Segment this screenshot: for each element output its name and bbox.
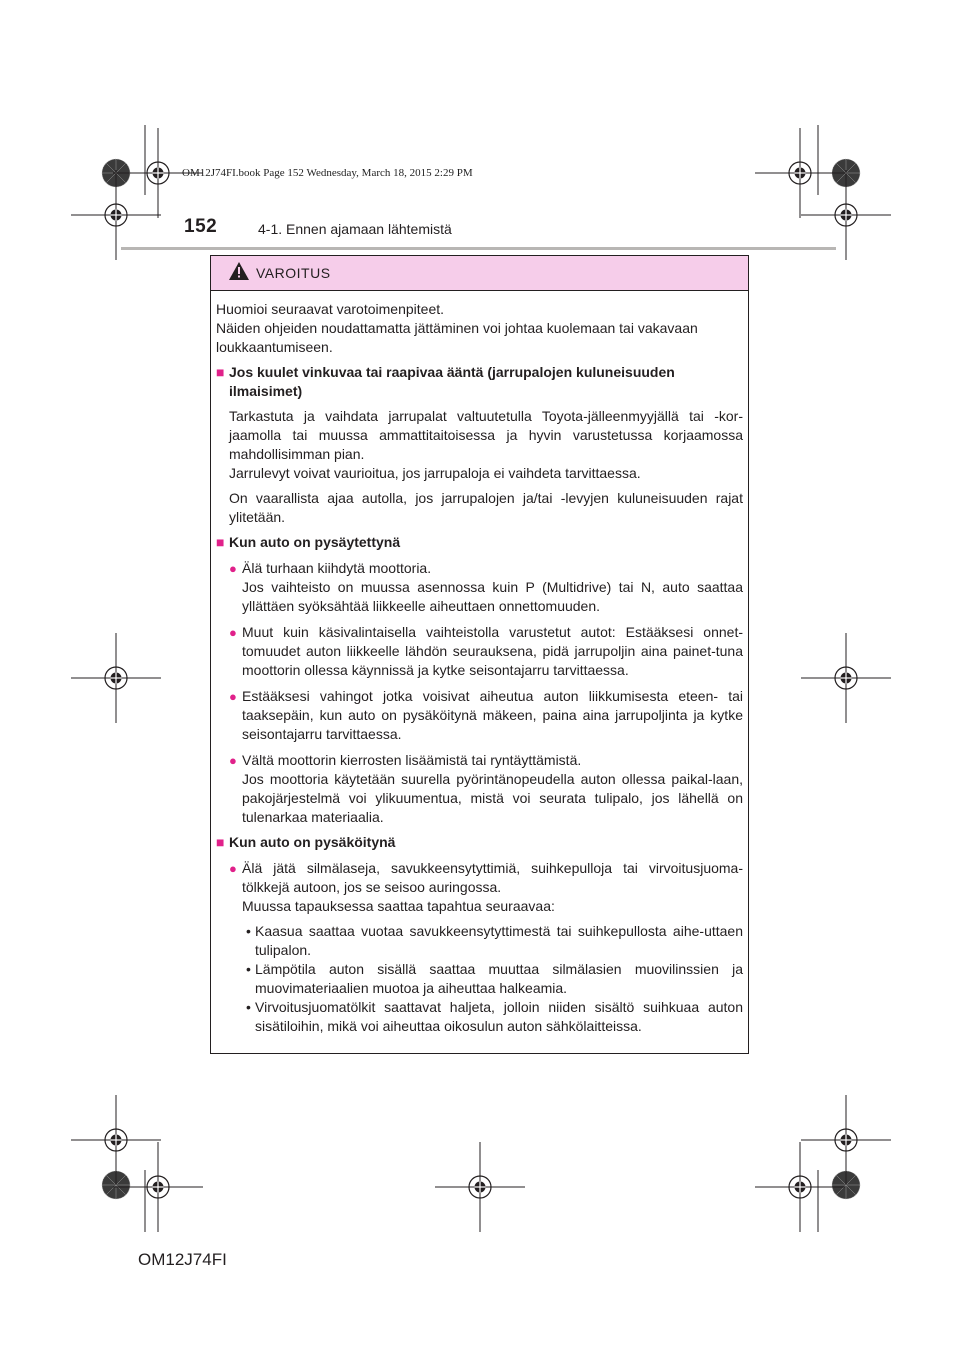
- warning-box: [210, 255, 749, 1054]
- list-item: [216, 751, 743, 827]
- warning-content: [211, 291, 748, 1036]
- sub-list-item: [242, 922, 743, 960]
- warning-intro: [216, 300, 743, 357]
- list-item-line: Muut kuin käsivalintaisella vaihteistolla varustetut autot: Estääksesi onnet-tomuudet auton liikkeelle lähdön seurauksena, pidä jarrupoljin aina painet-tuna moottorin ollessa käynnissä ja kytke seisontajarru tarvittaessa.: [242, 624, 743, 678]
- paragraph: [216, 407, 743, 483]
- sub-bullet-icon: •: [246, 961, 251, 977]
- section-heading: [216, 533, 743, 552]
- sub-list-item: [242, 960, 743, 998]
- section-heading: [216, 363, 743, 401]
- sub-list: [242, 922, 743, 1036]
- list-item-line: Älä jätä silmälaseja, savukkeensytyttimiä, suihkepulloja tai virvoitusjuoma-tölkkejä autoon, jos se seisoo auringossa.: [242, 860, 743, 895]
- list-item-line: Vältä moottorin kierrosten lisäämistä tai ryntäyttämistä.: [242, 752, 582, 768]
- sub-list-item-text: Virvoitusjuomatölkit saattavat haljeta, jolloin niiden sisältö suihkuaa auton sisätiloihin, mikä voi aiheuttaa oikosulun auton sähkölaitteissa.: [255, 999, 743, 1034]
- square-bullet-icon: ■: [216, 534, 225, 550]
- paragraph: [216, 489, 743, 527]
- round-bullet-icon: ●: [229, 753, 237, 768]
- page-number: 152: [184, 216, 218, 237]
- list-item-line: Jos vaihteisto on muussa asennossa kuin P (Multidrive) tai N, auto saattaa yllättäen syöksähtää liikkeelle aiheuttaen onnettomuuden.: [242, 579, 743, 614]
- round-bullet-icon: ●: [229, 625, 237, 640]
- list-item-line: Muussa tapauksessa saattaa tapahtua seuraavaa:: [242, 898, 555, 914]
- sub-list-item-text: Lämpötila auton sisällä saattaa muuttaa silmälasien muovilinssien ja muovimateriaalien muotoa ja aiheuttaa halkeamia.: [255, 961, 743, 996]
- paragraph-line: On vaarallista ajaa autolla, jos jarrupalojen ja/tai -levyjen kuluneisuuden rajat ylitetään.: [229, 490, 743, 525]
- list-item: [216, 859, 743, 1036]
- sub-bullet-icon: •: [246, 923, 251, 939]
- list-item: [216, 559, 743, 616]
- sub-bullet-icon: •: [246, 999, 251, 1015]
- sub-list-item: [242, 998, 743, 1036]
- sub-list-item-text: Kaasua saattaa vuotaa savukkeensytyttimestä tai suihkepullosta aihe-uttaen tulipalon.: [255, 923, 743, 958]
- round-bullet-icon: ●: [229, 689, 237, 704]
- section-heading-text: Kun auto on pysäköitynä: [229, 834, 396, 850]
- section-heading: [216, 833, 743, 852]
- intro-line: Huomioi seuraavat varotoimenpiteet.: [216, 301, 445, 317]
- book-info-line: OM12J74FI.book Page 152 Wednesday, March 18, 2015 2:29 PM: [182, 167, 473, 179]
- square-bullet-icon: ■: [216, 364, 225, 380]
- list-item-line: Estääksesi vahingot jotka voisivat aiheutua auton liikkumisesta eteen- tai taaksepäin, kun auto on pysäköitynä mäkeen, paina aina jarrupoljinta ja kytke seisontajarru tarvittaessa.: [242, 688, 743, 742]
- warning-title: VAROITUS: [256, 265, 331, 281]
- list-item-line: Jos moottoria käytetään suurella pyörintänopeudella auton ollessa paikal-laan, pakojärjestelmä voi ylikuumentua, mistä voi seurata tulipalo, jos lähellä on tulenarkaa materiaalia.: [242, 771, 743, 825]
- square-bullet-icon: ■: [216, 834, 225, 850]
- round-bullet-icon: ●: [229, 861, 237, 876]
- section-title: 4-1. Ennen ajamaan lähtemistä: [258, 221, 452, 237]
- list-item-line: Älä turhaan kiihdytä moottoria.: [242, 560, 432, 576]
- warning-triangle-icon: [229, 262, 249, 280]
- list-item: [216, 623, 743, 680]
- list-item: [216, 687, 743, 744]
- warning-header: [211, 256, 748, 291]
- round-bullet-icon: ●: [229, 561, 237, 576]
- paragraph-line: Tarkastuta ja vaihdata jarrupalat valtuutetulla Toyota-jälleenmyyjällä tai -kor-jaamolla tai muussa ammattitaitoisessa ja hyvin varustetussa korjaamossa mahdollisimman pian.: [229, 408, 743, 462]
- header-rule: [121, 247, 836, 250]
- paragraph-line: Jarrulevyt voivat vaurioitua, jos jarrupaloja ei vaihdeta tarvittaessa.: [229, 465, 641, 481]
- intro-line: Näiden ohjeiden noudattamatta jättäminen voi johtaa kuolemaan tai vakavaan loukkaantumiseen.: [216, 320, 698, 355]
- document-code: OM12J74FI: [138, 1250, 227, 1269]
- section-heading-text: Kun auto on pysäytettynä: [229, 534, 401, 550]
- section-heading-text: Jos kuulet vinkuvaa tai raapivaa ääntä (jarrupalojen kuluneisuuden ilmaisimet): [229, 364, 675, 399]
